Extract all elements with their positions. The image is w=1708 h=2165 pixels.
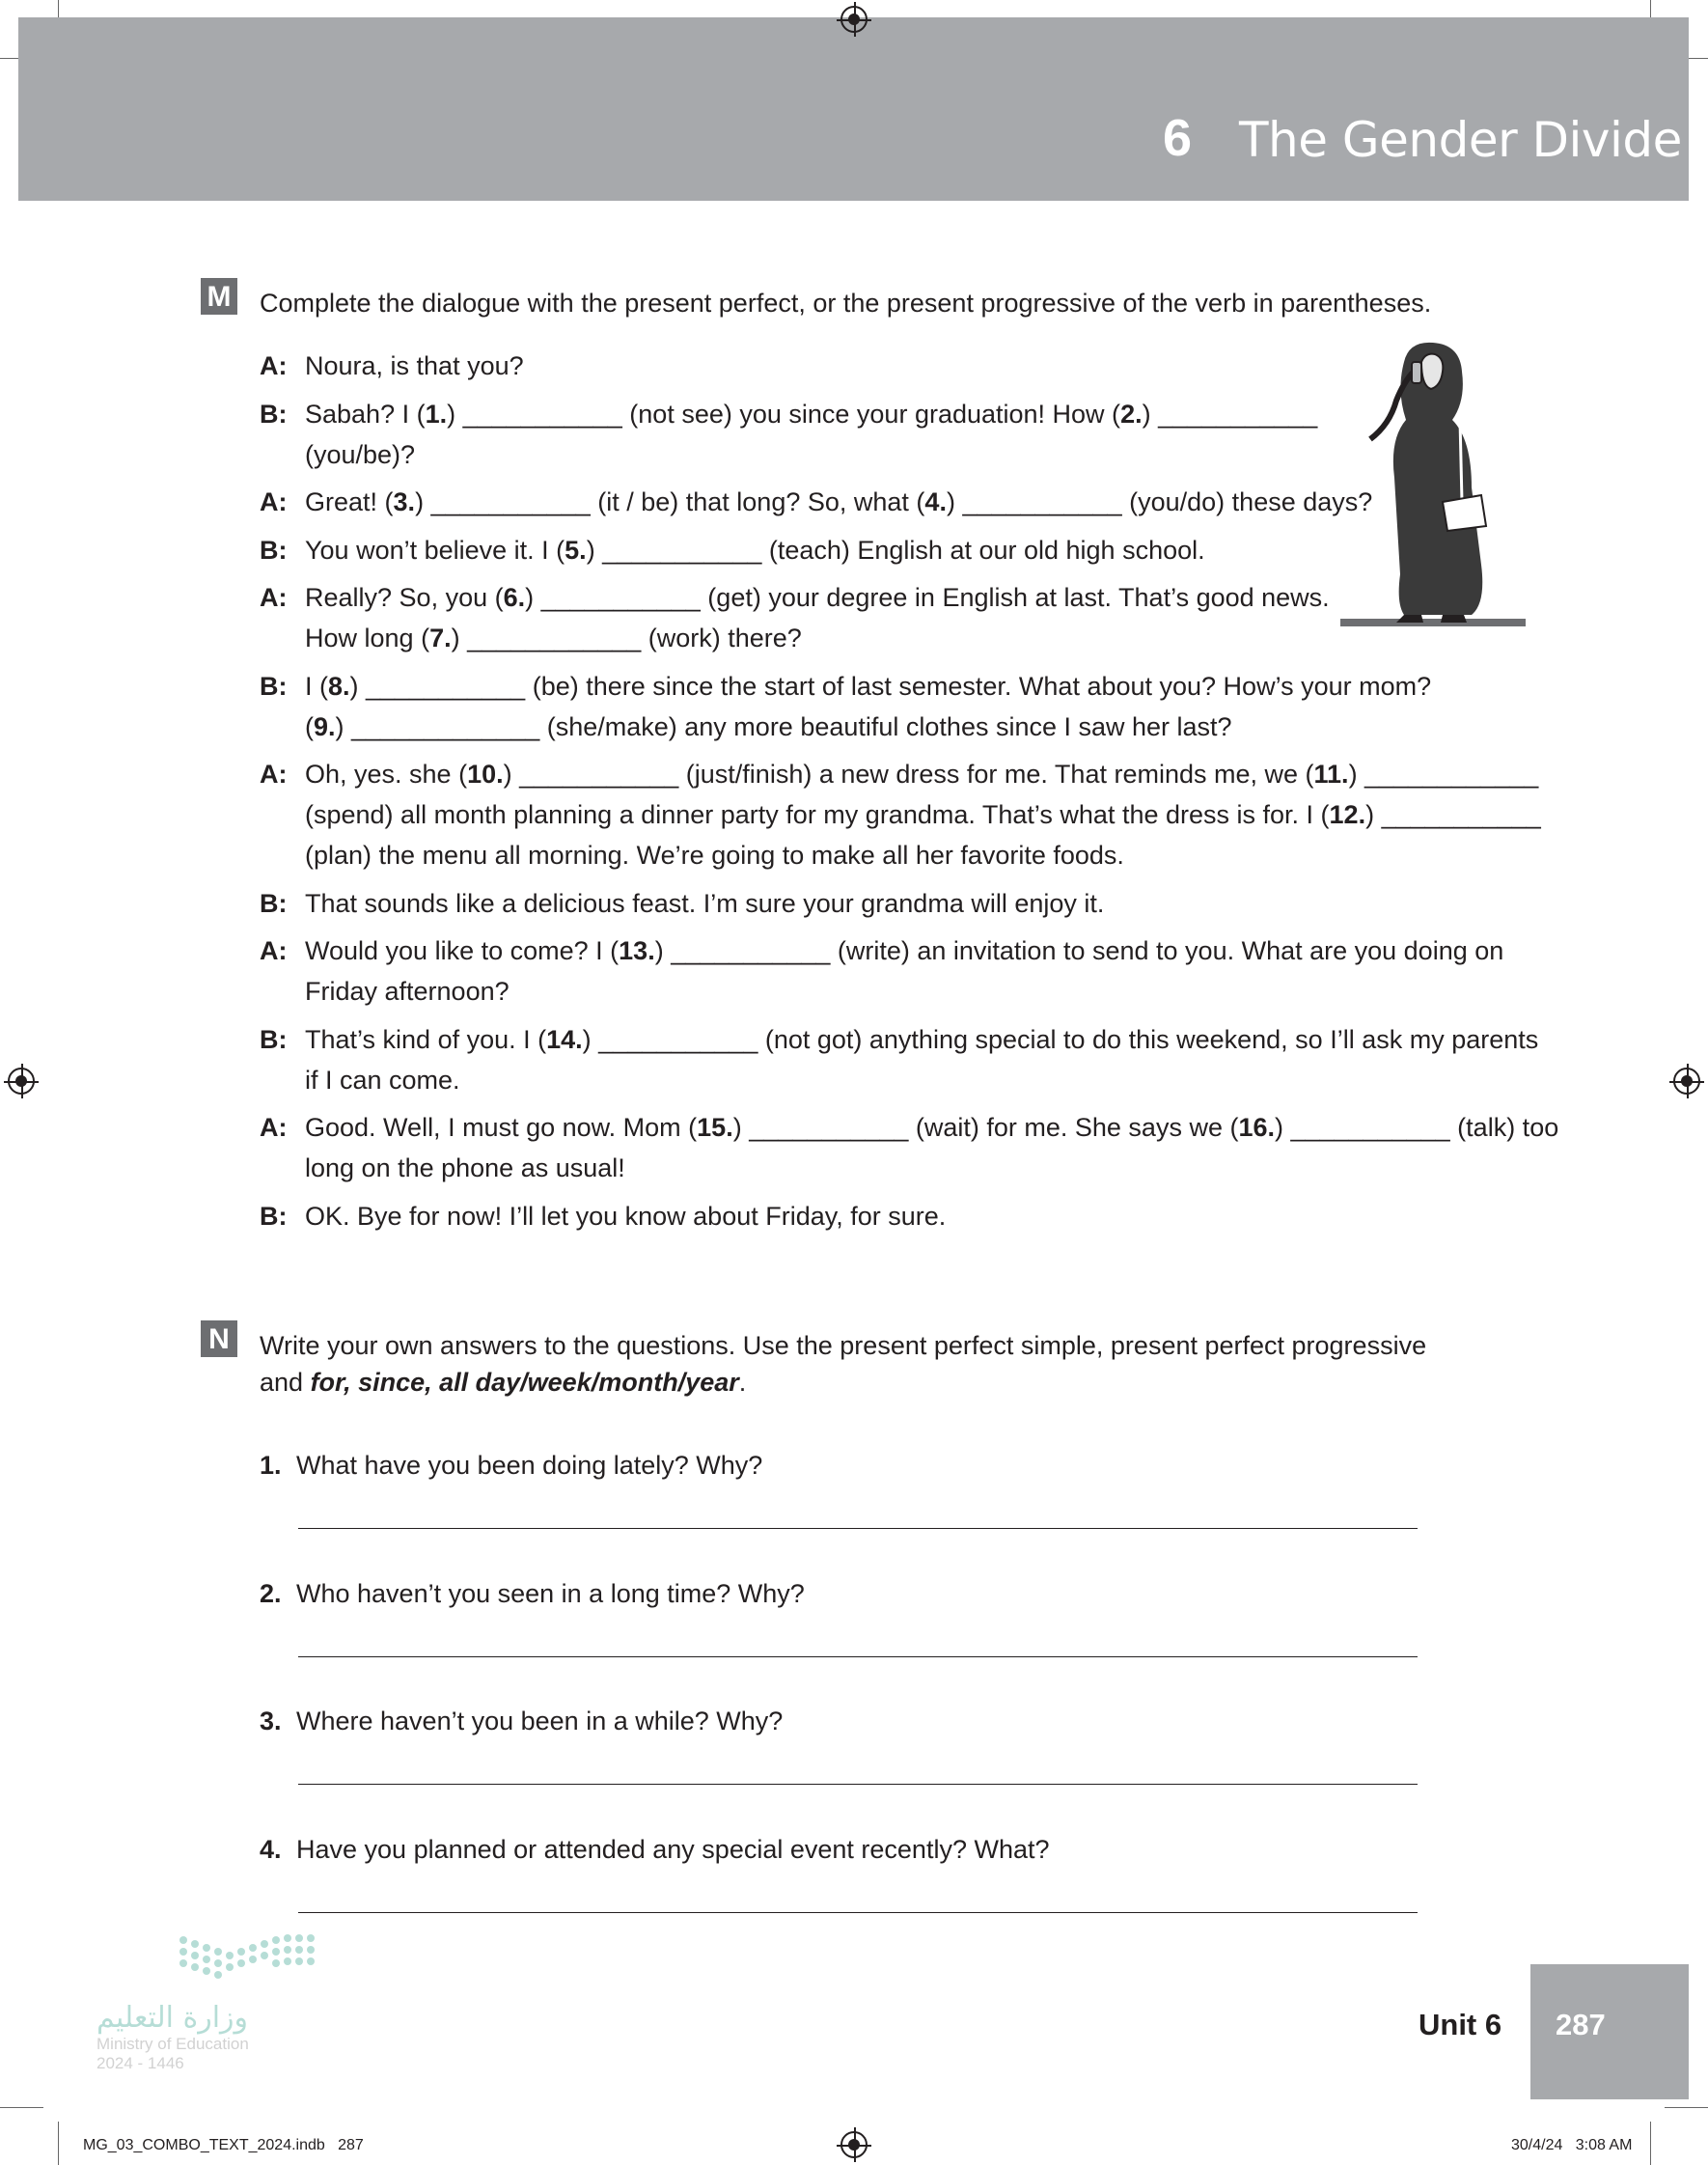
dialogue-line: Noura, is that you?: [305, 351, 524, 380]
registration-mark-icon: [8, 1068, 35, 1095]
registration-mark-icon: [840, 2131, 868, 2158]
answer-line[interactable]: [298, 1656, 1418, 1657]
speaker-label: A:: [260, 1113, 288, 1142]
answer-line[interactable]: [298, 1528, 1418, 1529]
woman-on-phone-illustration: [1336, 333, 1529, 632]
unit-number: 6: [1163, 109, 1193, 167]
question-number: 4.: [260, 1834, 282, 1864]
instruction-prefix: and: [260, 1368, 311, 1397]
question-item: [260, 1445, 1514, 1561]
speaker-label: B:: [260, 399, 288, 429]
instruction-emphasis: for, since, all day/week/month/year: [310, 1368, 739, 1397]
question-text: Have you planned or attended any special event recently? What?: [296, 1834, 1050, 1864]
section-badge-n: N: [201, 1320, 237, 1357]
dialogue-line: You won’t believe it. I (5.) ___________ (teach) English at our old high school.: [305, 535, 1205, 565]
speaker-label: B:: [260, 535, 288, 565]
dialogue-line: Would you like to come? I (13.) ___________ (write) an invitation to send to you. What are you doing on: [305, 936, 1504, 965]
header-band: [18, 17, 1689, 201]
question-item: [260, 1701, 1514, 1817]
section-n-instruction-line2: [260, 1364, 1533, 1401]
dialogue-line: Really? So, you (6.) ___________ (get) your degree in English at last. That’s good news.: [305, 583, 1330, 612]
dialogue-line: (9.) _____________ (she/make) any more beautiful clothes since I saw her last?: [305, 711, 1232, 741]
unit-title: The Gender Divide: [1239, 112, 1682, 168]
section-m-instruction: Complete the dialogue with the present perfect, or the present progressive of the verb in parentheses.: [260, 289, 1432, 318]
section-n-instruction-line1: Write your own answers to the questions. Use the present perfect simple, present perfect progressive: [260, 1331, 1427, 1360]
dialogue-line: I (8.) ___________ (be) there since the start of last semester. What about you? How’s your mom?: [305, 671, 1432, 701]
question-text: Where haven’t you been in a while? Why?: [296, 1707, 784, 1735]
ministry-name-en: Ministry of Education: [96, 2035, 249, 2053]
ministry-dots-icon: [96, 1930, 347, 1988]
speaker-label: B:: [260, 888, 288, 918]
dialogue-line: (you/be)?: [305, 439, 416, 469]
page-number-box: [1530, 1964, 1689, 2099]
dialogue-line: Sabah? I (1.) ___________ (not see) you since your graduation! How (2.) ___________: [305, 399, 1318, 429]
question-number: 3.: [260, 1707, 282, 1735]
dialogue-line: (plan) the menu all morning. We’re going to make all her favorite foods.: [305, 841, 1124, 870]
question-text: Who haven’t you seen in a long time? Why?: [296, 1578, 805, 1608]
instruction-suffix: .: [738, 1368, 747, 1397]
dialogue-line: if I can come.: [305, 1065, 460, 1095]
dialogue-line: long on the phone as usual!: [305, 1153, 625, 1182]
footer-unit-label: Unit 6: [1419, 2008, 1502, 2041]
registration-mark-icon: [840, 6, 868, 33]
dialogue-line: How long (7.) ____________ (work) there?: [305, 624, 802, 652]
slug-filename: MG_03_COMBO_TEXT_2024.indb 287: [83, 2137, 364, 2153]
speaker-label: A:: [260, 583, 288, 612]
speaker-label: A:: [260, 760, 288, 789]
section-n-instruction: [260, 1327, 1533, 1401]
dialogue-line: Great! (3.) ___________ (it / be) that long? So, what (4.) ___________ (you/do) these days?: [305, 487, 1373, 516]
crop-mark: [1665, 2107, 1708, 2108]
speaker-label: A:: [260, 487, 288, 516]
slug-timestamp: 30/4/24 3:08 AM: [1511, 2137, 1633, 2153]
speaker-label: B:: [260, 1024, 288, 1054]
ministry-logo: [96, 1930, 347, 2095]
section-badge-m: M: [201, 278, 237, 315]
crop-mark: [0, 2107, 43, 2108]
dialogue-line: That sounds like a delicious feast. I’m sure your grandma will enjoy it.: [305, 888, 1105, 918]
speaker-label: A:: [260, 936, 288, 965]
crop-mark: [1650, 2122, 1651, 2165]
question-number: 1.: [260, 1451, 282, 1480]
question-item: [260, 1573, 1514, 1689]
question-text: What have you been doing lately? Why?: [296, 1451, 763, 1480]
question-number: 2.: [260, 1578, 282, 1608]
question-item: [260, 1829, 1514, 1945]
speaker-label: B:: [260, 1201, 288, 1231]
speaker-label: A:: [260, 351, 288, 380]
speaker-label: B:: [260, 671, 288, 701]
dialogue-line: Good. Well, I must go now. Mom (15.) ___________ (wait) for me. She says we (16.) ___________ (talk) too: [305, 1113, 1559, 1142]
page-number: 287: [1556, 2008, 1606, 2041]
ministry-name-ar: وزارة التعليم: [96, 2001, 249, 2035]
registration-mark-icon: [1673, 1068, 1700, 1095]
answer-line[interactable]: [298, 1784, 1418, 1785]
dialogue-line: Friday afternoon?: [305, 977, 510, 1006]
dialogue-line: (spend) all month planning a dinner party for my grandma. That’s what the dress is for. I (12.) ___________: [305, 800, 1541, 829]
dialogue-line: OK. Bye for now! I’ll let you know about Friday, for sure.: [305, 1201, 947, 1231]
answer-line[interactable]: [298, 1912, 1418, 1913]
ministry-year: 2024 - 1446: [96, 2054, 184, 2072]
dialogue-line: Oh, yes. she (10.) ___________ (just/finish) a new dress for me. That reminds me, we (11.) ____________: [305, 760, 1539, 789]
dialogue-line: That’s kind of you. I (14.) ___________ (not got) anything special to do this weekend, so I’ll ask my parents: [305, 1024, 1539, 1054]
crop-mark: [58, 2122, 59, 2165]
